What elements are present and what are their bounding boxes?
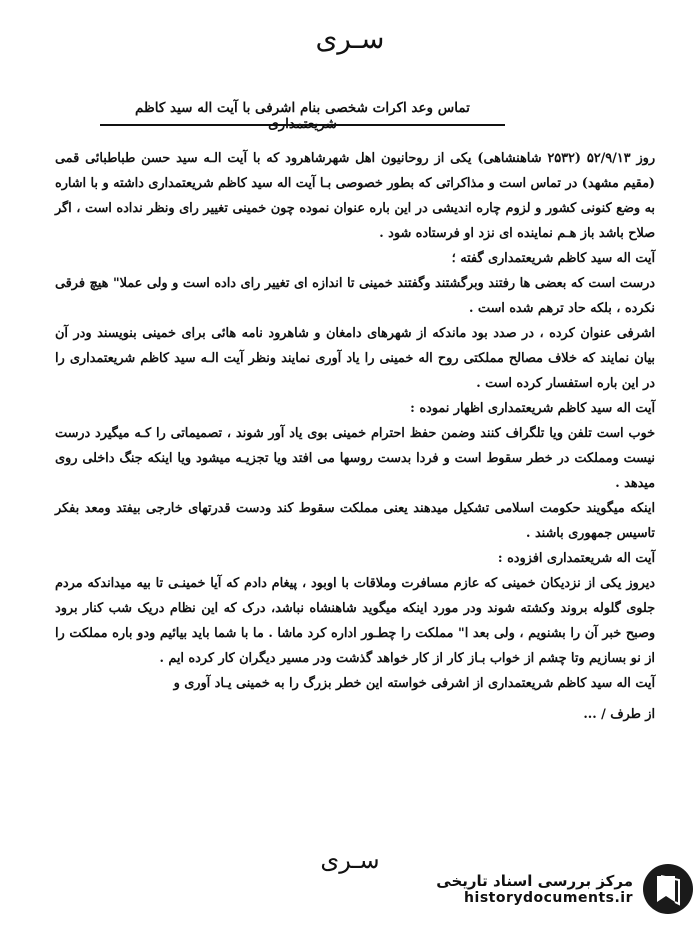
paragraph-message: دیروز یکی از نزدیکان خمینی که عازم مسافرت وملاقات با اوبود ، پیغام دادم که آیا خمینـی تا بیه میداندکه مردم جلوی گلوله بروند وکشته شوند ودر مورد اینکه میگوید شاهنشاه نباشد، درک که این نظام دریک شب کنار برود وصبح خبر آن را بشنویم ، ولی بعد ا" مملکت را چطـور اداره کرد ماشا . ما با شما باید بیائیم ودو باره مملکت را از نو بسازیم وتا چشم از خواب بـاز کار از کار خواهد گذشت ودر مسیر دیگران کار کرده ایم . bbox=[55, 576, 655, 666]
paragraph-ashrafi: اشرفی عنوان کرده ، در صدد بود ماندکه از شهرهای دامغان و شاهرود نامه هائی برای خمینی بنویسند ودر آن بیان نمایند که خلاف مصالح مملکتی روح اله خمینی را یاد آوری نمایند ونظر آیت الـه سید کاظم شریعتمداری را در این باره استفسار کرده است . bbox=[55, 326, 655, 391]
document-subject: تماس وعد اکرات شخصی بنام اشرفی با آیت اله سید کاظم شریعتمداری bbox=[135, 100, 470, 132]
subject-underline bbox=[100, 124, 505, 126]
paragraph-heading: آیت اله سید کاظم شریعتمداری گفته ؛ bbox=[451, 251, 655, 266]
paragraph-intro: روز ۵۲/۹/۱۳ (۲۵۳۲ شاهنشاهی) یکی از روحانیون اهل شهرشاهرود که با آیت الـه سید حسن طباطبائی قمی (مقیم مشهد) در تماس است و مذاکراتی که بطور خصوصی بـا آیت اله سید کاظم شریعتمداری داشته و با اشاره به وضع کنونی کشور و لزوم چاره اندیشی در این باره عنوان نموده چون خمینی تغییر رای ونظر نداده است ، اگر صلاح باشد باز هـم نماینده ای نزد او فرستاده شود . bbox=[55, 151, 656, 241]
closing-line: از طرف / ... bbox=[583, 707, 655, 722]
paragraph-heading: آیت اله شریعتمداری افزوده : bbox=[497, 551, 655, 566]
paragraph-advice: خوب است تلفن ویا تلگراف کنند وضمن حفظ احترام خمینی بوی یاد آور شوند ، تصمیماتی را کـه میگیرد درست نیست ومملکت در خطر سقوط است و فردا بدست روسها می افتد ویا تجزیـه میشود ویا اینکه جنگ داخلی روی میدهد . bbox=[55, 426, 655, 491]
watermark bbox=[415, 858, 695, 920]
classification-label-top: سـری bbox=[315, 22, 385, 55]
paragraph-government: اینکه میگویند حکومت اسلامی تشکیل میدهند یعنی مملکت سقوط کند ودست قدرتهای خارجی بیفتد ومعد بفکر تاسیس جمهوری باشند . bbox=[55, 501, 655, 541]
classification-label-bottom: سـری bbox=[320, 846, 380, 874]
document-body bbox=[55, 146, 655, 727]
watermark-site: historydocuments.ir bbox=[464, 890, 633, 906]
archive-logo-icon bbox=[641, 862, 695, 916]
paragraph-statement: درست است که بعضی ها رفتند وبرگشتند وگفتند خمینی تا اندازه ای تغییر رای داده است و ولی عملا" هیچ فرقی نکرده ، بلکه حاد ترهم شده است . bbox=[55, 276, 655, 316]
paragraph-request: آیت اله سید کاظم شریعتمداری از اشرفی خواسته این خطر بزرگ را به خمینی یـاد آوری و bbox=[173, 676, 655, 691]
paragraph-heading: آیت اله سید کاظم شریعتمداری اظهار نموده : bbox=[410, 401, 655, 416]
watermark-name: مرکز بررسی اسناد تاریخی bbox=[436, 872, 633, 890]
